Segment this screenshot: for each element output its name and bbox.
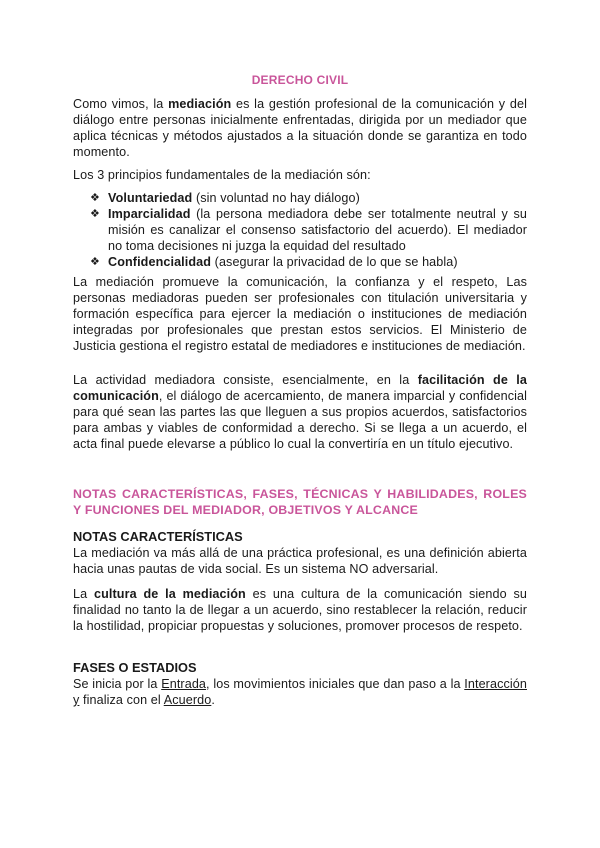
cultura-paragraph (73, 586, 527, 634)
fases-text-2: , los movimientos iniciales que dan paso a la (206, 677, 465, 691)
fases-link-entrada: Entrada (161, 677, 207, 691)
actividad-text-2: , el diálogo de acercamiento, de manera imparcial y confidencial para qué sean las partes las que lleguen a sus propios acuerdos, satisfactorios para ambas y viables de conformidad a derecho. Si se llega a un acuerdo, el acta final puede elevarse a público lo cual la convertiría en un título ejecutivo. (73, 389, 527, 451)
actividad-text-1: La actividad mediadora consiste, esencialmente, en la (73, 373, 418, 387)
cultura-text-1: La (73, 587, 94, 601)
principle-item-confidencialidad (90, 254, 527, 270)
fases-link-acuerdo: Acuerdo (163, 693, 212, 707)
fases-paragraph (73, 676, 527, 708)
principles-list (90, 190, 527, 270)
document-title: DERECHO CIVIL (251, 73, 349, 87)
principle-item-imparcialidad (90, 206, 527, 254)
intro-text-1: Como vimos, la (73, 97, 169, 111)
notas-heading: NOTAS CARACTERÍSTICAS (73, 529, 243, 544)
fases-heading: FASES O ESTADIOS (73, 660, 197, 675)
fases-text-3: finaliza con el (79, 693, 164, 707)
diamond-bullet-icon: ❖ (90, 192, 100, 204)
intro-text-2: es la gestión profesional de la comunicación y del diálogo entre personas inicialmente enfrentadas, dirigida por un mediador que aplica técnicas y métodos ajustados a la situación donde se garantiza en todo momento. (73, 97, 528, 159)
principle-desc: (asegurar la privacidad de lo que se habla) (211, 255, 458, 269)
fases-link-interaccion: Interacción y (73, 677, 527, 707)
cultura-bold: cultura de la mediación (94, 587, 246, 601)
actividad-paragraph (73, 372, 527, 452)
diamond-bullet-icon: ❖ (90, 208, 100, 220)
principle-desc: (la persona mediadora debe ser totalmente neutral y su misión es canalizar el consenso satisfactorio del acuerdo). El mediador no toma decisiones ni juzga la equidad del resultado (108, 207, 527, 253)
promueve-paragraph: La mediación promueve la comunicación, la confianza y el respeto, Las personas mediadoras pueden ser profesionales con titulación universitaria y formación específica para ejercer la mediación o instituciones de mediación integradas por profesionales que prestan estos servicios. El Ministerio de Justicia gestiona el registro estatal de mediadores e instituciones de mediación. (73, 275, 527, 353)
principle-desc: (sin voluntad no hay diálogo) (192, 191, 360, 205)
diamond-bullet-icon: ❖ (90, 256, 100, 268)
principle-item-voluntariedad (90, 190, 527, 206)
principle-name: Confidencialidad (108, 255, 212, 269)
principles-intro: Los 3 principios fundamentales de la mediación són: (73, 168, 371, 182)
actividad-bold: facilitación de la comunicación (73, 373, 527, 403)
principle-name: Imparcialidad (108, 207, 191, 221)
intro-bold-mediacion: mediación (168, 97, 232, 111)
cultura-text-2: es una cultura de la comunicación siendo su finalidad no tanto la de llegar a un acuerdo, sino restablecer la relación, reducir la hostilidad, propiciar propuestas y soluciones, promover procesos de respeto. (73, 587, 528, 633)
notas-paragraph: La mediación va más allá de una práctica profesional, es una definición abierta hacia unas pautas de vida social. Es un sistema NO adversarial. (73, 546, 527, 576)
fases-text-1: Se inicia por la (73, 677, 162, 691)
intro-paragraph (73, 96, 527, 160)
fases-text-4: . (211, 693, 215, 707)
principle-name: Voluntariedad (108, 191, 193, 205)
section-title: NOTAS CARACTERÍSTICAS, FASES, TÉCNICAS Y HABILIDADES, ROLES Y FUNCIONES DEL MEDIADOR, OBJETIVOS Y ALCANCE (73, 487, 527, 517)
